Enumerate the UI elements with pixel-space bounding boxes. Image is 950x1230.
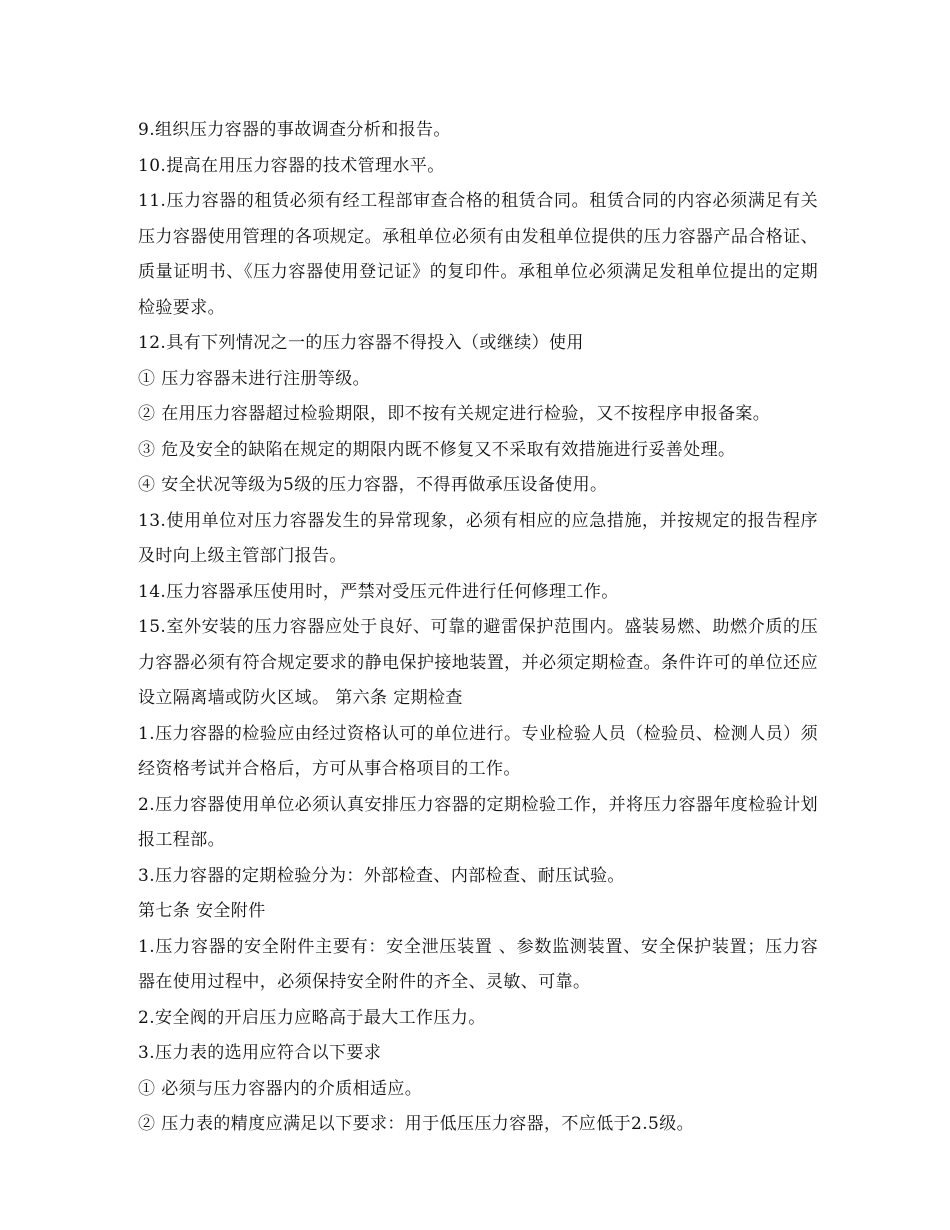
list-item-12-3: ③ 危及安全的缺陷在规定的期限内既不修复又不采取有效措施进行妥善处理。 xyxy=(138,439,736,460)
list-item-12-4: ④ 安全状况等级为5级的压力容器，不得再做承压设备使用。 xyxy=(138,475,608,495)
safety-item-3: 3.压力表的选用应符合以下要求 xyxy=(138,1043,382,1063)
inspection-item-2: 2.压力容器使用单位必须认真安排压力容器的定期检验工作，并将压力容器年度检验计划报工程部。 xyxy=(138,794,818,850)
paragraph-item-13: 13.使用单位对压力容器发生的异常现象，必须有相应的应急措施，并按规定的报告程序及时向上级主管部门报告。 xyxy=(138,510,818,566)
document-body xyxy=(138,113,818,1143)
inspection-item-1: 1.压力容器的检验应由经过资格认可的单位进行。专业检验人员（检验员、检测人员）须经资格考试并合格后，方可从事合格项目的工作。 xyxy=(138,723,818,779)
list-item-3-2: ② 压力表的精度应满足以下要求：用于低压压力容器，不应低于2.5级。 xyxy=(138,1114,695,1134)
section-heading-article-7: 第七条 安全附件 xyxy=(138,901,266,921)
safety-item-2: 2.安全阀的开启压力应略高于最大工作压力。 xyxy=(138,1007,486,1028)
list-item-12-1: ① 压力容器未进行注册等级。 xyxy=(138,368,371,389)
paragraph-item-11: 11.压力容器的租赁必须有经工程部审查合格的租赁合同。租赁合同的内容必须满足有关压力容器使用管理的各项规定。承租单位必须有由发租单位提供的压力容器产品合格证、质量证明书、《压力容器使用登记证》的复印件。承租单位必须满足发租单位提出的定期检验要求。 xyxy=(138,191,818,318)
safety-item-1: 1.压力容器的安全附件主要有：安全泄压装置 、参数监测装置、安全保护装置；压力容器在使用过程中，必须保持安全附件的齐全、灵敏、可靠。 xyxy=(138,936,818,992)
inspection-item-3: 3.压力容器的定期检验分为：外部检查、内部检查、耐压试验。 xyxy=(138,865,625,886)
list-item-3-1: ① 必须与压力容器内的介质相适应。 xyxy=(138,1078,423,1099)
paragraph-item-10: 10.提高在用压力容器的技术管理水平。 xyxy=(138,155,445,176)
paragraph-item-14: 14.压力容器承压使用时，严禁对受压元件进行任何修理工作。 xyxy=(138,581,619,602)
list-item-12-2: ② 在用压力容器超过检验期限，即不按有关规定进行检验，又不按程序申报备案。 xyxy=(138,404,771,424)
paragraph-item-9: 9.组织压力容器的事故调查分析和报告。 xyxy=(138,120,451,140)
paragraph-item-15: 15.室外安装的压力容器应处于良好、可靠的避雷保护范围内。盛装易燃、助燃介质的压力容器必须有符合规定要求的静电保护接地装置，并必须定期检查。条件许可的单位还应设立隔离墙或防火区域。 第六条 定期检查 xyxy=(138,617,818,708)
paragraph-item-12: 12.具有下列情况之一的压力容器不得投入（或继续）使用 xyxy=(138,333,584,353)
